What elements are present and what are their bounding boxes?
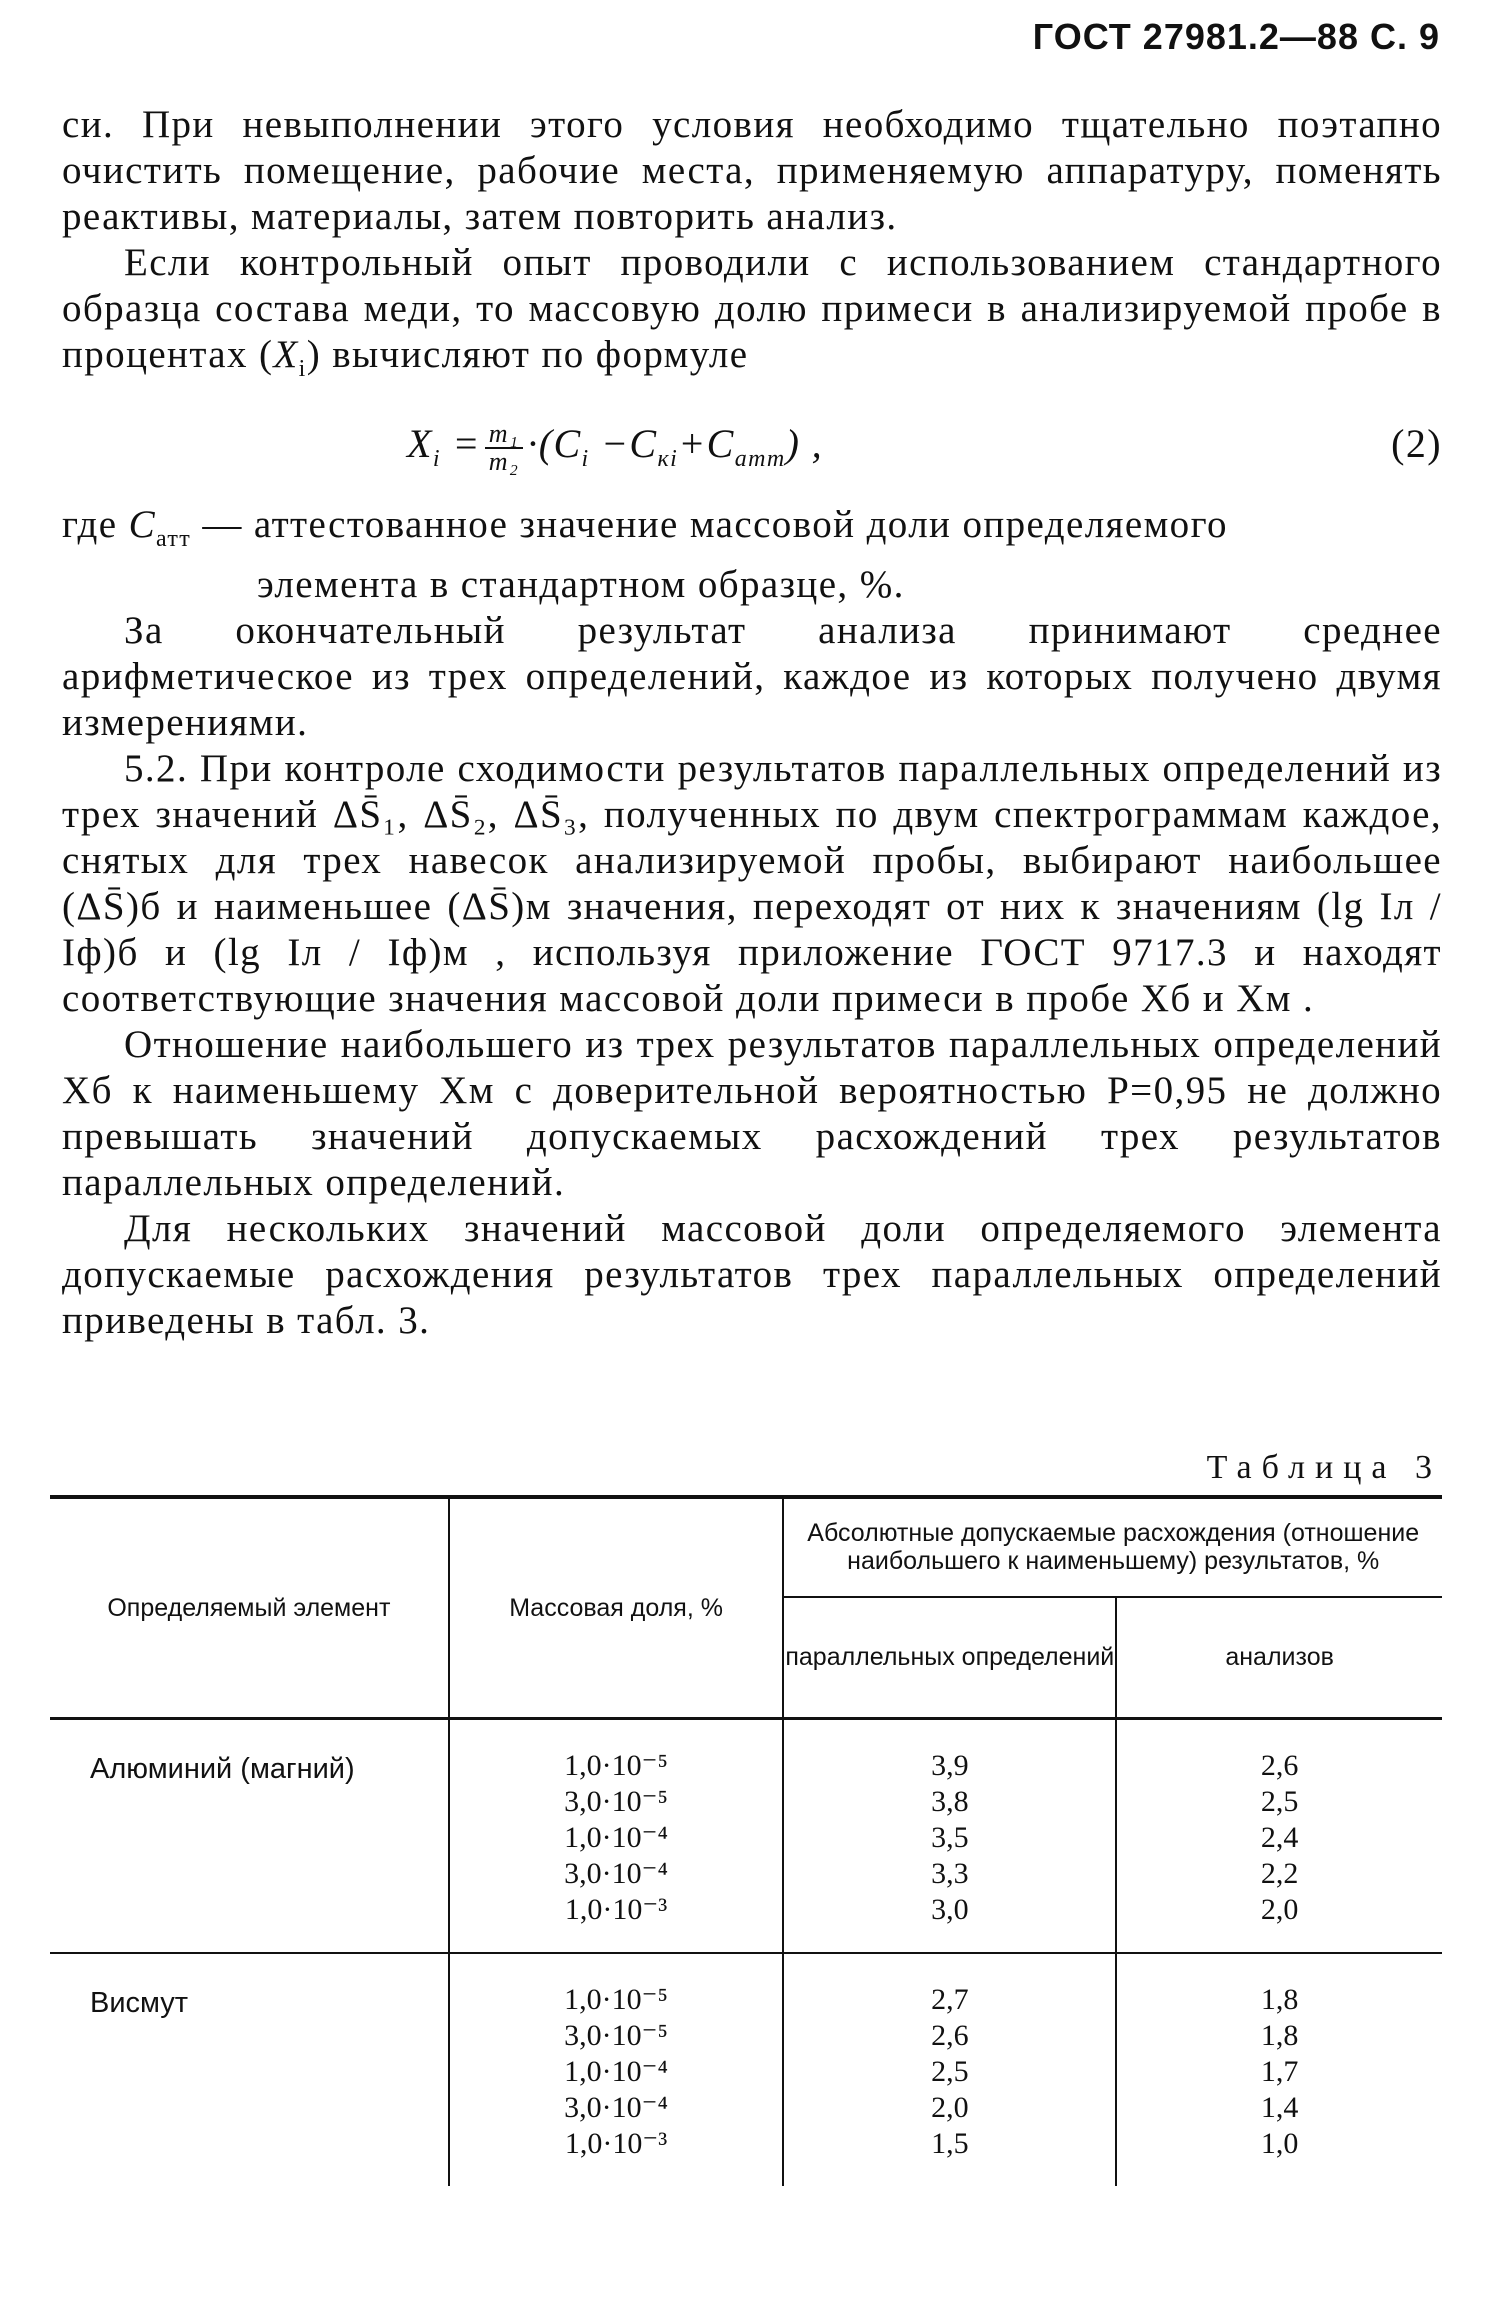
formula-eq: =	[440, 420, 481, 466]
body-text	[62, 102, 1442, 1344]
analyses-cell-value: 2,2	[1260, 1857, 1299, 1890]
paragraph-2-var: X	[273, 333, 299, 376]
table-caption: Таблица 3	[1206, 1449, 1442, 1486]
formula-number: (2)	[1391, 420, 1442, 466]
mass-fraction-cell-value: 3,0·10⁻⁴	[564, 1857, 668, 1890]
analyses-cell-value: 1,0	[1260, 2127, 1299, 2160]
where-tail: элемента в стандартном образце, %.	[257, 562, 905, 606]
parallel-cell-value: 3,0	[931, 1893, 969, 1926]
mass-fraction-cell-value: 1,0·10⁻³	[564, 1893, 668, 1926]
mass-fraction-cell-value: 3,0·10⁻⁵	[564, 1785, 668, 1818]
analyses-cell	[1116, 1953, 1442, 2186]
formula-sub-1: i	[581, 445, 590, 472]
analyses-cell-value: 1,4	[1260, 2091, 1299, 2124]
formula-rhs-mid: −C	[589, 420, 658, 466]
parallel-cell-value: 3,5	[931, 1821, 969, 1854]
header-parallel: параллельных определений	[783, 1597, 1116, 1719]
paragraph-2-var-sub: i	[298, 355, 307, 382]
paragraph-2-text-b: ) вычисляют по формуле	[306, 333, 749, 376]
formula-denominator: m₂	[488, 446, 520, 476]
paragraph-2	[62, 240, 1442, 392]
where-var: C	[128, 502, 156, 546]
paragraph-3: За окончательный результат анализа принимают среднее арифметическое из трех определений, каждое из которых получено двумя измерениями.	[62, 608, 1442, 744]
table-row	[50, 1719, 1442, 1954]
table-row	[50, 1953, 1442, 2186]
formula-numerator: m₁	[485, 421, 524, 449]
parallel-cell-value: 2,6	[931, 2019, 969, 2052]
analyses-cell-value: 1,8	[1260, 1983, 1299, 2016]
paragraph-2-text-a: Если контрольный опыт проводили с использованием стандартного образца состава меди, то массовую долю примеси в анализируемой пробе в процентах (	[62, 241, 1442, 376]
analyses-cell-value: 2,4	[1260, 1821, 1299, 1854]
parallel-cell-value: 2,7	[931, 1983, 969, 2016]
parallel-cell-value: 2,0	[931, 2091, 969, 2124]
mass-fraction-cell	[449, 1953, 784, 2186]
formula-sub-3: атт	[734, 445, 786, 472]
formula-rhs-plus: +C	[678, 420, 735, 466]
mass-fraction-cell	[449, 1719, 784, 1954]
paragraph-4: 5.2. При контроле сходимости результатов параллельных определений из трех значений ΔS̄₁, ΔS̄₂, ΔS̄₃, полученных по двум спектрограммам каждое, снятых для трех навесок анализируемой пробы, выбирают наибольшее (ΔS̄)б и наименьшее (ΔS̄)м значения, переходят от них к значениям (lg Iл / Iф)б и (lg Iл / Iф)м , используя приложение ГОСТ 9717.3 и находят соответствующие значения массовой доли примеси в пробе Xб и Xм .	[62, 746, 1442, 1020]
where-var-sub: атт	[155, 525, 192, 552]
mass-fraction-cell-value: 1,0·10⁻⁵	[564, 1749, 668, 1782]
where-text-a: где	[62, 502, 129, 546]
header-mass-fraction: Массовая доля, %	[449, 1497, 784, 1719]
element-cell: Алюминий (магний)	[50, 1719, 449, 1954]
formula-sub-2: кi	[657, 445, 679, 472]
formula-2	[62, 410, 1442, 494]
formula-lhs: X	[407, 420, 433, 466]
analyses-cell-value: 1,8	[1260, 2019, 1299, 2052]
analyses-cell-value: 2,5	[1260, 1785, 1299, 1818]
table-3	[50, 1495, 1442, 2186]
formula-rhs-end: ) ,	[785, 420, 824, 466]
paragraph-1: си. При невыполнении этого условия необходимо тщательно поэтапно очистить помещение, рабочие места, применяемую аппаратуру, поменять реактивы, материалы, затем повторить анализ.	[62, 103, 1442, 238]
mass-fraction-cell-value: 3,0·10⁻⁵	[564, 2019, 668, 2052]
element-cell: Висмут	[50, 1953, 449, 2186]
page-header: ГОСТ 27981.2—88 С. 9	[1032, 16, 1440, 57]
mass-fraction-cell-value: 1,0·10⁻³	[564, 2127, 668, 2160]
parallel-cell-value: 3,3	[931, 1857, 969, 1890]
parallel-cell-value: 3,8	[931, 1785, 969, 1818]
paragraph-6: Для нескольких значений массовой доли определяемого элемента допускаемые расхождения результатов трех параллельных определений приведены в табл. 3.	[62, 1206, 1442, 1342]
parallel-cell-value: 2,5	[931, 2055, 969, 2088]
formula-expression	[407, 416, 823, 487]
parallel-cell-value: 3,9	[931, 1749, 969, 1782]
formula-lhs-sub: i	[432, 445, 441, 472]
formula-fraction	[485, 418, 524, 476]
mass-fraction-cell-value: 3,0·10⁻⁴	[564, 2091, 668, 2124]
mass-fraction-cell-value: 1,0·10⁻⁴	[564, 1821, 668, 1854]
mass-fraction-cell-value: 1,0·10⁻⁴	[564, 2055, 668, 2088]
analyses-cell	[1116, 1719, 1442, 1954]
analyses-cell-value: 2,0	[1260, 1893, 1299, 1926]
formula-rhs: ·(C	[527, 420, 582, 466]
paragraph-5: Отношение наибольшего из трех результатов параллельных определений Xб к наименьшему Xм с доверительной вероятностью P=0,95 не должно превышать значений допускаемых расхождений трех результатов параллельных определений.	[62, 1022, 1442, 1204]
mass-fraction-cell-value: 1,0·10⁻⁵	[564, 1983, 668, 2016]
header-discrepancies: Абсолютные допускаемые расхождения (отношение наибольшего к наименьшему) результатов, %	[783, 1497, 1442, 1597]
header-element: Определяемый элемент	[50, 1497, 449, 1719]
analyses-cell-value: 2,6	[1260, 1749, 1299, 1782]
where-text-b: — аттестованное значение массовой доли определяемого	[191, 502, 1228, 546]
parallel-cell-value: 1,5	[931, 2127, 969, 2160]
header-analyses: анализов	[1116, 1597, 1442, 1719]
parallel-cell	[783, 1719, 1116, 1954]
where-clause	[62, 502, 1442, 608]
parallel-cell	[783, 1953, 1116, 2186]
analyses-cell-value: 1,7	[1260, 2055, 1299, 2088]
table-body	[50, 1719, 1442, 2187]
